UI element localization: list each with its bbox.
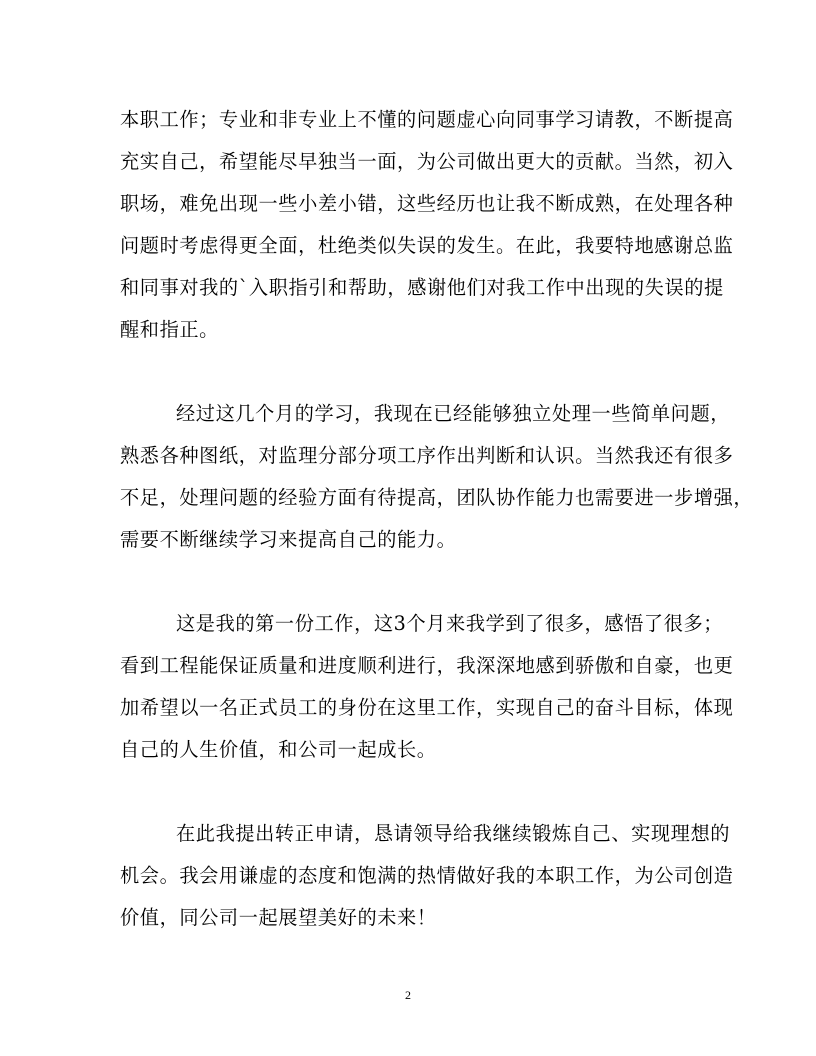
paragraph-1-line-2: 充实自己，希望能尽早独当一面，为公司做出更大的贡献。当然，初入: [120, 150, 734, 173]
paragraph-2-line-2: 熟悉各种图纸，对监理分部分项工序作出判断和认识。当然我还有很多: [120, 444, 734, 467]
paragraph-2-line-4: 需要不断继续学习来提高自己的能力。: [120, 528, 457, 551]
paragraph-1-line-5: 和同事对我的`入职指引和帮助，感谢他们对我工作中出现的失误的提: [120, 276, 724, 299]
paragraph-2-line-3: 不足，处理问题的经验方面有待提高，团队协作能力也需要进一步增强，: [120, 486, 754, 509]
paragraph-1-line-4: 问题时考虑得更全面，杜绝类似失误的发生。在此，我要特地感谢总监: [120, 234, 734, 257]
paragraph-4-line-1: 在此我提出转正申请，恳请领导给我继续锻炼自己、实现理想的: [176, 822, 731, 845]
paragraph-1-line-1: 本职工作；专业和非专业上不懂的问题虚心向同事学习请教，不断提高: [120, 108, 734, 131]
paragraph-3-line-3: 加希望以一名正式员工的身份在这里工作，实现自己的奋斗目标，体现: [120, 696, 734, 719]
paragraph-3-line-2: 看到工程能保证质量和进度顺利进行，我深深地感到骄傲和自豪，也更: [120, 654, 734, 677]
paragraph-1-line-3: 职场，难免出现一些小差小错，这些经历也让我不断成熟，在处理各种: [120, 192, 734, 215]
paragraph-4-line-2: 机会。我会用谦虚的态度和饱满的热情做好我的本职工作，为公司创造: [120, 864, 734, 887]
paragraph-1-line-6: 醒和指正。: [120, 318, 219, 341]
paragraph-4-line-3: 价值，同公司一起展望美好的未来！: [120, 906, 437, 929]
paragraph-3-line-4: 自己的人生价值，和公司一起成长。: [120, 738, 437, 761]
page-number: 2: [405, 988, 411, 1002]
paragraph-3-line-1: 这是我的第一份工作，这3个月来我学到了很多，感悟了很多；: [176, 612, 724, 635]
paragraph-2-line-1: 经过这几个月的学习，我现在已经能够独立处理一些简单问题，: [176, 402, 731, 425]
